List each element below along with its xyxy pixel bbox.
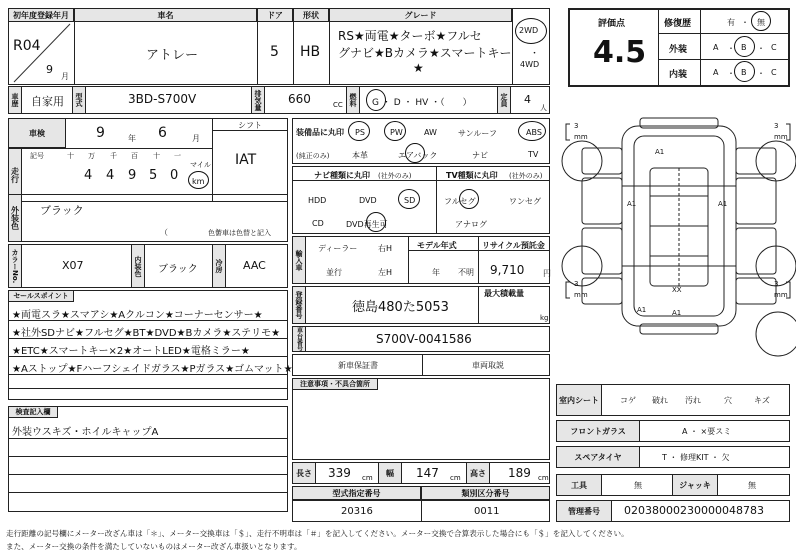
repair-no: 無 xyxy=(757,18,765,27)
repair-label: 修復歴 xyxy=(664,19,692,29)
cap-value: 4 xyxy=(524,93,531,106)
chassis-value: S700V-0041586 xyxy=(376,332,472,346)
car-name: アトレー xyxy=(146,48,199,63)
damage-mark: A1 xyxy=(672,309,682,317)
model-year-label: モデル年式 xyxy=(417,241,457,250)
inspect-month: 6 xyxy=(158,125,167,141)
equip-label: 装備品に丸印 xyxy=(296,128,344,137)
cap-unit: 人 xyxy=(540,104,547,112)
recycle-value: 9,710 xyxy=(490,263,525,277)
glass-value: A ・ ×要スミ xyxy=(682,427,732,436)
grade-line3: ★ xyxy=(413,61,424,75)
ext-label: 外装 xyxy=(669,45,688,55)
inspection-label: 検査記入欄 xyxy=(8,406,58,418)
notes-box xyxy=(292,378,550,460)
tv-fullseg: フルセグ xyxy=(444,197,476,206)
mileage-digit: 9 xyxy=(128,168,137,183)
tv-label: TV種類に丸印 xyxy=(446,171,498,180)
svg-text:mm: mm xyxy=(774,133,788,141)
sales-line: ★Aストップ★Fハーフシェイドガラス★Pガラス★ゴムマット★ xyxy=(12,364,293,375)
cap-label: 定員 xyxy=(497,86,511,114)
svg-text:3: 3 xyxy=(574,280,579,288)
type-number: 20316 xyxy=(341,506,373,517)
damage-mark: XX xyxy=(672,286,682,294)
import-label: 輸入車 xyxy=(292,236,306,284)
equip-airbag: エアバック xyxy=(398,151,438,160)
damage-mark: A1 xyxy=(637,306,647,314)
plate-value: 徳島480た5053 xyxy=(352,300,449,315)
grade-label: グレード xyxy=(329,8,512,22)
mile-unit: マイル xyxy=(190,161,211,169)
chassis-label: 車台番号 xyxy=(292,326,306,352)
equip-abs: ABS xyxy=(526,128,542,137)
navi-label: ナビ種類に丸印 xyxy=(314,171,370,180)
sales-line: ★社外SDナビ★フルセグ★BT★DVD★Bカメラ★ステリモ★ xyxy=(12,328,281,339)
color-no-value: X07 xyxy=(62,259,84,272)
reg-month-unit: 月 xyxy=(61,72,69,81)
shape-label: 形状 xyxy=(293,8,329,22)
reg-month: 9 xyxy=(46,63,53,76)
svg-text:mm: mm xyxy=(574,133,588,141)
mileage-digit: 0 xyxy=(170,168,179,183)
svg-text:3: 3 xyxy=(574,122,579,130)
use-label: 車歴 xyxy=(8,86,22,114)
drive-2wd: 2WD xyxy=(519,26,539,35)
ac-label: 冷房 xyxy=(212,244,226,288)
docs-row xyxy=(292,354,550,376)
sales-line: ★両電スラ★スマアシ★Aクルコン★コーナーセンサー★ xyxy=(12,310,263,321)
equip-aw: AW xyxy=(424,128,437,137)
model-label: 型式 xyxy=(72,86,86,114)
tools-value: 無 xyxy=(634,481,642,490)
ac-value: AAC xyxy=(243,259,266,272)
inspection-value: 外装ウスキズ・ホイルキャップA xyxy=(12,427,159,438)
color-value: ブラック xyxy=(40,204,84,217)
dim-height: 189 xyxy=(508,466,531,480)
damage-mark: A1 xyxy=(627,200,637,208)
doors-label: ドア xyxy=(257,8,293,22)
glass-label: フロントガラス xyxy=(556,420,640,442)
use-value: 自家用 xyxy=(31,95,64,108)
disp-unit: CC xyxy=(333,101,343,109)
color-label: 外装色 xyxy=(8,194,22,242)
mark-label: 記号 xyxy=(30,152,44,160)
jack-value: 無 xyxy=(748,481,756,490)
inspect-label: 車検 xyxy=(8,118,66,148)
equip-sunroof: サンルーフ xyxy=(458,129,497,138)
disp-label: 排気量 xyxy=(251,86,265,114)
interior-label: 室内シート xyxy=(556,384,602,416)
load-label: 最大積載量 xyxy=(484,289,524,298)
car-damage-diagram xyxy=(560,96,796,386)
int-label: 内装 xyxy=(669,70,688,80)
inspection-box xyxy=(8,406,288,512)
equip-pw: PW xyxy=(390,128,403,137)
inspect-year: 9 xyxy=(96,125,105,141)
svg-text:3: 3 xyxy=(774,280,779,288)
spare-label: スペアタイヤ xyxy=(556,446,640,468)
fuel-label: 燃料 xyxy=(346,86,360,114)
mgmt-number: 02038000230000048783 xyxy=(624,504,764,517)
reg-era: R04 xyxy=(13,38,41,54)
eval-score: 4.5 xyxy=(593,35,647,70)
shift-label: シフト xyxy=(238,121,262,130)
mileage-label: 走行 xyxy=(8,148,22,202)
shift-value: IAT xyxy=(235,152,257,168)
grade-line1: RS★両電★ターボ★フルセ xyxy=(338,29,482,43)
int-color-value: ブラック xyxy=(158,264,198,275)
eval-label: 評価点 xyxy=(598,19,626,29)
damage-mark: A1 xyxy=(655,148,665,156)
mileage-digit: 5 xyxy=(149,168,158,183)
shape-value: HB xyxy=(300,44,321,60)
svg-text:3: 3 xyxy=(774,122,779,130)
repair-yes: 有 xyxy=(727,18,735,27)
navi-sd: SD xyxy=(404,196,416,205)
sales-label: セールスポイント xyxy=(8,290,74,302)
spare-value: T ・ 修理KIT ・ 欠 xyxy=(662,453,730,462)
footer-note-1: 走行距離の記号欄にメーター改ざん車は「＊」、メーター交換車は「＄」、走行不明車は「＃」を記入してください。メーター交換で合算表示した場合にも「＄」を記入してください。 xyxy=(6,529,629,538)
svg-text:mm: mm xyxy=(574,291,588,299)
sales-line: ★ETC★スマートキー×2★オートLED★電格ミラー★ xyxy=(12,346,250,357)
plate-label: 登録番号 xyxy=(292,286,306,324)
footer-note-2: また、メーター交換の条件を満たしていないものはメーター改ざん車扱いとなります。 xyxy=(6,542,302,551)
mileage-digit: 4 xyxy=(84,168,93,183)
int-color-label: 内装色 xyxy=(131,244,145,288)
disp-value: 660 xyxy=(288,92,311,106)
class-number: 0011 xyxy=(474,506,500,517)
mileage-digit: 4 xyxy=(106,168,115,183)
notes-label: 注意事項・不具合箇所 xyxy=(292,378,378,390)
car-label: 車名 xyxy=(74,8,257,22)
damage-mark: A1 xyxy=(718,200,728,208)
equip-ps: PS xyxy=(355,128,365,137)
navi-dvd-play: DVD再生可 xyxy=(346,220,388,229)
model-value: 3BD-S700V xyxy=(128,92,197,106)
dim-length: 339 xyxy=(328,466,351,480)
fuel-value: G ・ D ・ HV ・（ ） xyxy=(372,98,472,108)
drive-4wd: 4WD xyxy=(520,60,540,69)
dim-width: 147 xyxy=(416,466,439,480)
grade-line2: グナビ★Bカメラ★スマートキー xyxy=(338,46,512,60)
reg-label: 初年度登録年月 xyxy=(8,8,74,22)
doors-value: 5 xyxy=(270,44,279,60)
recycle-label: リサイクル預託金 xyxy=(482,241,545,250)
svg-text:mm: mm xyxy=(774,291,788,299)
km-unit: km xyxy=(192,177,205,186)
color-no-label: カラーNo. xyxy=(8,244,22,288)
